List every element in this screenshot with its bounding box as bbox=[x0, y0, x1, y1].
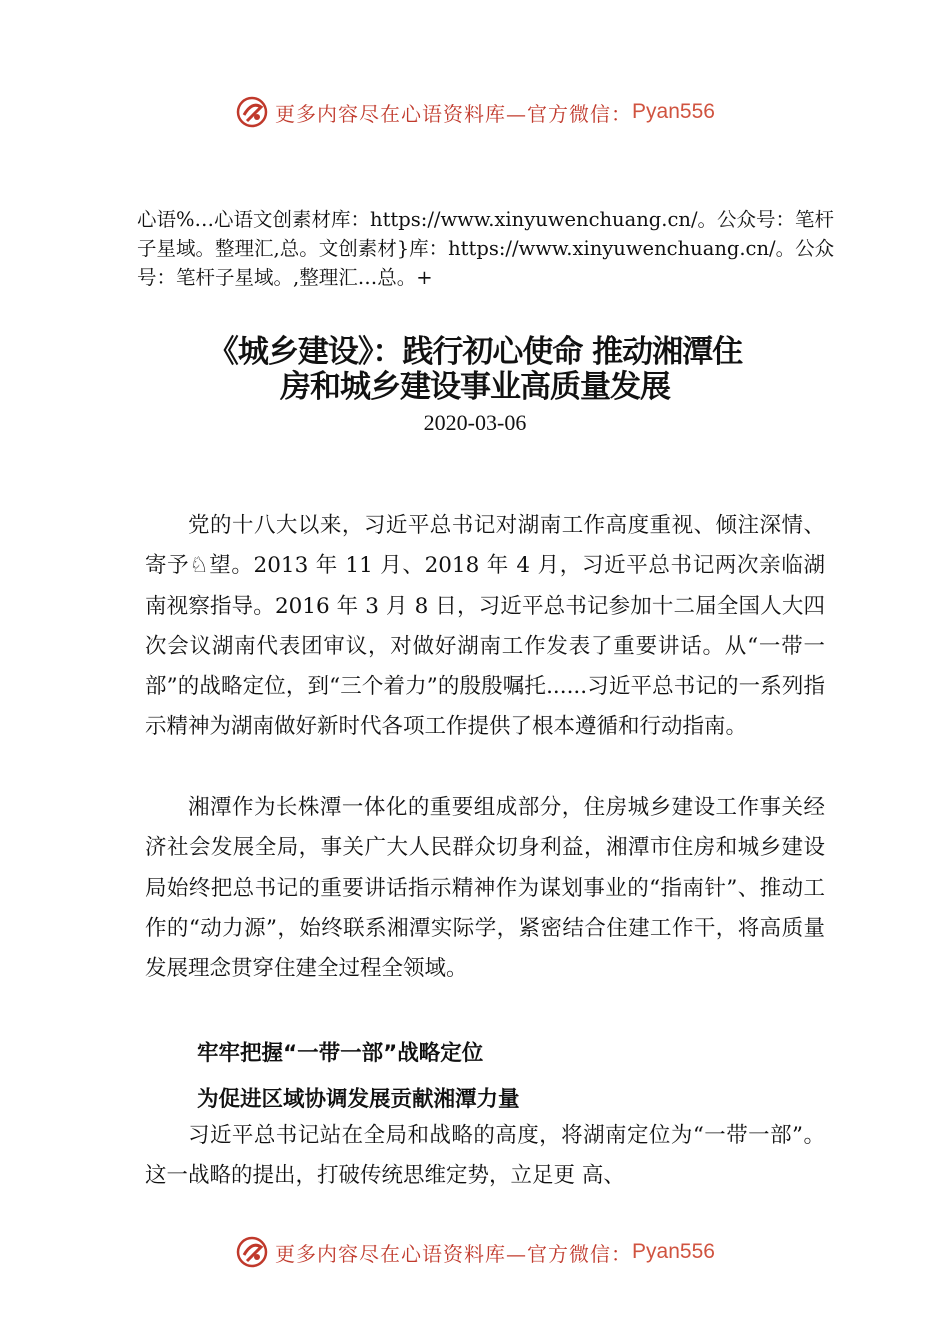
banner-slogan: 更多内容尽在心语资料库—官方微信： bbox=[275, 1241, 633, 1266]
paragraph-3: 习近平总书记站在全局和战略的高度，将湖南定位为“一带一部”。这一战略的提出，打破传统思维定势，立足更 高、 bbox=[145, 1123, 825, 1189]
xinyu-logo-icon bbox=[235, 1235, 269, 1269]
paragraph-2-block bbox=[145, 788, 825, 989]
footer-banner bbox=[0, 1232, 950, 1272]
banner-slogan: 更多内容尽在心语资料库—官方微信： bbox=[275, 101, 633, 126]
paragraph-1-block bbox=[145, 506, 825, 748]
banner-wechat-id: Pyan556 bbox=[632, 100, 715, 123]
title-line-2: 房和城乡建设事业高质量发展 bbox=[280, 369, 670, 405]
header-banner bbox=[0, 92, 950, 132]
paragraph-2: 湘潭作为长株潭一体化的重要组成部分，住房城乡建设工作事关经济社会发展全局，事关广大人民群众切身利益，湘潭市住房和城乡建设局始终把总书记的重要讲话指示精神作为谋划事业的“指南针”、推动工作的“动力源”，始终联系湘潭实际学，紧密结合住建工作干，将高质量发展理念贯穿住建全过程全领域。 bbox=[145, 795, 825, 982]
title-line-1: 《城乡建设》：践行初心使命 推动湘潭住 bbox=[207, 334, 743, 370]
article-title bbox=[100, 335, 850, 405]
paragraph-3-block bbox=[145, 1116, 825, 1197]
header-note: 心语%…心语文创素材库：https://www.xinyuwenchuang.cn/。公众号：笔杆子星域。整理汇,总。文创素材}库：https://www.xinyuwenchuang.cn/。公众号：笔杆子星域。,整理汇…总。+ bbox=[137, 208, 835, 289]
paragraph-1: 党的十八大以来，习近平总书记对湖南工作高度重视、倾注深情、寄予♘望。2013 年 11 月、2018 年 4 月，习近平总书记两次亲临湖南视察指导。2016 年 3 月 8 日，习近平总书记参加十二届全国人大四次会议湖南代表团审议，对做好湖南工作发表了重要讲话。从“一带一部”的战略定位，到“三个着力”的殷殷嘱托......习近平总书记的一系列指示精神为湖南做好新时代各项工作提供了根本遵循和行动指南。 bbox=[145, 513, 825, 740]
section-heading-1: 牢牢把握“一带一部”战略定位 bbox=[197, 1041, 484, 1066]
xinyu-logo-icon bbox=[235, 95, 269, 129]
banner-wechat-id: Pyan556 bbox=[632, 1240, 715, 1263]
article-date: 2020-03-06 bbox=[423, 410, 527, 435]
section-heading-2: 为促进区域协调发展贡献湘潭力量 bbox=[197, 1087, 520, 1112]
